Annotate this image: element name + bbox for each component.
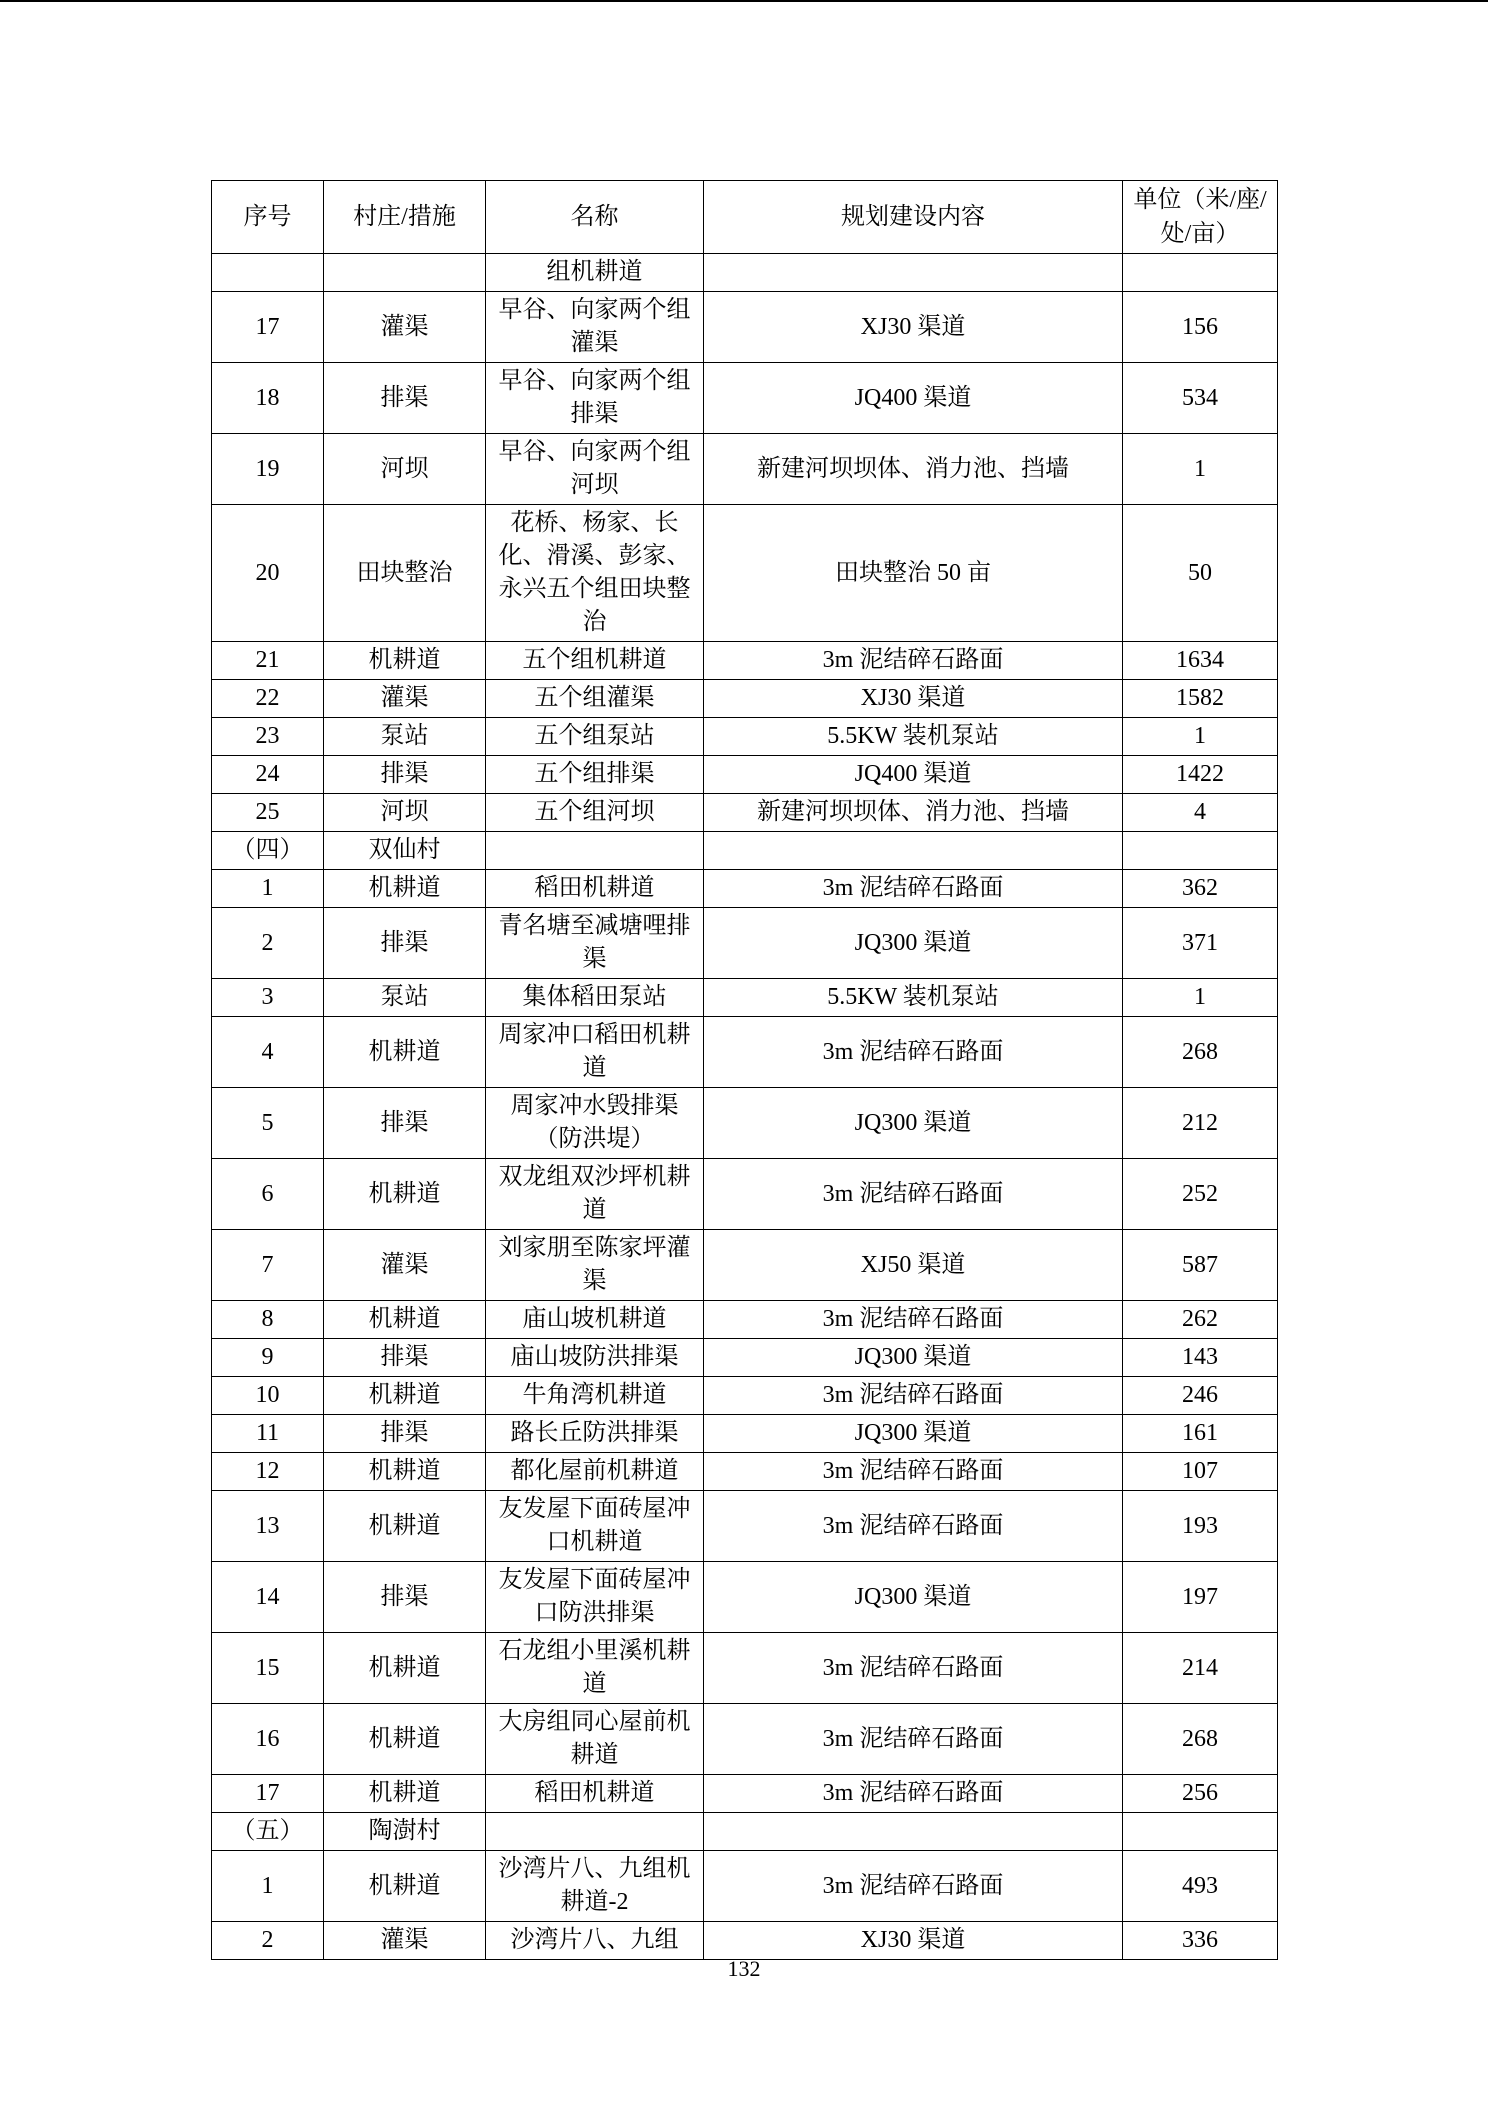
row-type: 排渠 bbox=[324, 908, 486, 979]
row-quantity: 262 bbox=[1123, 1301, 1278, 1339]
row-type: 灌渠 bbox=[324, 1230, 486, 1301]
row-content: 3m 泥结碎石路面 bbox=[704, 1775, 1123, 1813]
row-quantity: 1582 bbox=[1123, 680, 1278, 718]
row-content: 3m 泥结碎石路面 bbox=[704, 1453, 1123, 1491]
table-row bbox=[212, 292, 1278, 363]
row-quantity: 336 bbox=[1123, 1922, 1278, 1960]
row-quantity: 1422 bbox=[1123, 756, 1278, 794]
row-quantity: 252 bbox=[1123, 1159, 1278, 1230]
row-name: 青名塘至减塘哩排渠 bbox=[486, 908, 704, 979]
table-row bbox=[212, 642, 1278, 680]
row-type: 排渠 bbox=[324, 756, 486, 794]
row-type: 排渠 bbox=[324, 363, 486, 434]
row-index: 8 bbox=[212, 1301, 324, 1339]
row-quantity: 587 bbox=[1123, 1230, 1278, 1301]
row-content: 3m 泥结碎石路面 bbox=[704, 870, 1123, 908]
row-index: 20 bbox=[212, 505, 324, 642]
row-index: 3 bbox=[212, 979, 324, 1017]
header-index: 序号 bbox=[212, 181, 324, 254]
table-row bbox=[212, 832, 1278, 870]
row-content bbox=[704, 1813, 1123, 1851]
row-name: 刘家朋至陈家坪灌渠 bbox=[486, 1230, 704, 1301]
row-index: 9 bbox=[212, 1339, 324, 1377]
row-content: 3m 泥结碎石路面 bbox=[704, 1017, 1123, 1088]
row-type: 泵站 bbox=[324, 979, 486, 1017]
row-quantity: 1 bbox=[1123, 434, 1278, 505]
row-name bbox=[486, 1813, 704, 1851]
row-quantity: 161 bbox=[1123, 1415, 1278, 1453]
row-index: 15 bbox=[212, 1633, 324, 1704]
row-name: 五个组排渠 bbox=[486, 756, 704, 794]
table-row bbox=[212, 794, 1278, 832]
header-unit: 单位（米/座/处/亩） bbox=[1123, 181, 1278, 254]
row-content: XJ30 渠道 bbox=[704, 680, 1123, 718]
row-name: 早谷、向家两个组河坝 bbox=[486, 434, 704, 505]
row-type: 机耕道 bbox=[324, 1491, 486, 1562]
row-index: 21 bbox=[212, 642, 324, 680]
row-content bbox=[704, 254, 1123, 292]
row-type: 排渠 bbox=[324, 1562, 486, 1633]
row-type: 排渠 bbox=[324, 1415, 486, 1453]
row-content: JQ300 渠道 bbox=[704, 1088, 1123, 1159]
header-name: 名称 bbox=[486, 181, 704, 254]
row-index: 10 bbox=[212, 1377, 324, 1415]
row-name: 大房组同心屋前机耕道 bbox=[486, 1704, 704, 1775]
row-name: 牛角湾机耕道 bbox=[486, 1377, 704, 1415]
row-name: 周家冲水毁排渠（防洪堤） bbox=[486, 1088, 704, 1159]
row-index: 12 bbox=[212, 1453, 324, 1491]
row-index: 19 bbox=[212, 434, 324, 505]
row-quantity: 107 bbox=[1123, 1453, 1278, 1491]
row-name: 都化屋前机耕道 bbox=[486, 1453, 704, 1491]
row-index: 23 bbox=[212, 718, 324, 756]
table-row bbox=[212, 434, 1278, 505]
row-name: 早谷、向家两个组灌渠 bbox=[486, 292, 704, 363]
row-type: 机耕道 bbox=[324, 1377, 486, 1415]
row-content: XJ30 渠道 bbox=[704, 292, 1123, 363]
row-name: 沙湾片八、九组机耕道-2 bbox=[486, 1851, 704, 1922]
row-index: 2 bbox=[212, 908, 324, 979]
row-index: 13 bbox=[212, 1491, 324, 1562]
row-quantity: 193 bbox=[1123, 1491, 1278, 1562]
table-header-row bbox=[212, 181, 1278, 254]
row-index: 2 bbox=[212, 1922, 324, 1960]
row-content: 3m 泥结碎石路面 bbox=[704, 1704, 1123, 1775]
row-type: 机耕道 bbox=[324, 1159, 486, 1230]
table-row bbox=[212, 505, 1278, 642]
row-index: 16 bbox=[212, 1704, 324, 1775]
row-index: 22 bbox=[212, 680, 324, 718]
row-quantity: 268 bbox=[1123, 1704, 1278, 1775]
row-content: 新建河坝坝体、消力池、挡墙 bbox=[704, 434, 1123, 505]
row-name: 早谷、向家两个组排渠 bbox=[486, 363, 704, 434]
table-row bbox=[212, 718, 1278, 756]
row-index: 25 bbox=[212, 794, 324, 832]
row-type: 机耕道 bbox=[324, 642, 486, 680]
row-index bbox=[212, 254, 324, 292]
row-index: 17 bbox=[212, 292, 324, 363]
row-name: 集体稻田泵站 bbox=[486, 979, 704, 1017]
row-name: 庙山坡防洪排渠 bbox=[486, 1339, 704, 1377]
table-row bbox=[212, 1922, 1278, 1960]
row-index: （四） bbox=[212, 832, 324, 870]
row-content: 3m 泥结碎石路面 bbox=[704, 1377, 1123, 1415]
row-quantity: 212 bbox=[1123, 1088, 1278, 1159]
page-top-border bbox=[0, 0, 1488, 2]
row-quantity: 214 bbox=[1123, 1633, 1278, 1704]
table-row bbox=[212, 1704, 1278, 1775]
row-type: 双仙村 bbox=[324, 832, 486, 870]
row-name: 五个组灌渠 bbox=[486, 680, 704, 718]
table-row bbox=[212, 1633, 1278, 1704]
table-row bbox=[212, 1453, 1278, 1491]
row-name: 路长丘防洪排渠 bbox=[486, 1415, 704, 1453]
row-quantity: 4 bbox=[1123, 794, 1278, 832]
row-content: JQ400 渠道 bbox=[704, 756, 1123, 794]
row-name: 组机耕道 bbox=[486, 254, 704, 292]
row-name: 沙湾片八、九组 bbox=[486, 1922, 704, 1960]
row-name: 周家冲口稻田机耕道 bbox=[486, 1017, 704, 1088]
table-row bbox=[212, 363, 1278, 434]
row-index: 1 bbox=[212, 1851, 324, 1922]
row-type: 机耕道 bbox=[324, 1775, 486, 1813]
row-type: 泵站 bbox=[324, 718, 486, 756]
row-type: 灌渠 bbox=[324, 680, 486, 718]
table-row bbox=[212, 1775, 1278, 1813]
row-content: 3m 泥结碎石路面 bbox=[704, 1851, 1123, 1922]
row-quantity: 256 bbox=[1123, 1775, 1278, 1813]
row-quantity: 50 bbox=[1123, 505, 1278, 642]
row-name: 五个组泵站 bbox=[486, 718, 704, 756]
row-content: 新建河坝坝体、消力池、挡墙 bbox=[704, 794, 1123, 832]
row-index: 5 bbox=[212, 1088, 324, 1159]
table-row bbox=[212, 1159, 1278, 1230]
row-quantity: 1 bbox=[1123, 979, 1278, 1017]
row-type: 河坝 bbox=[324, 434, 486, 505]
row-name: 五个组机耕道 bbox=[486, 642, 704, 680]
row-quantity: 1634 bbox=[1123, 642, 1278, 680]
row-type: 灌渠 bbox=[324, 292, 486, 363]
row-type: 排渠 bbox=[324, 1088, 486, 1159]
row-index: 6 bbox=[212, 1159, 324, 1230]
row-name: 稻田机耕道 bbox=[486, 1775, 704, 1813]
row-name: 友发屋下面砖屋冲口防洪排渠 bbox=[486, 1562, 704, 1633]
table-row bbox=[212, 1562, 1278, 1633]
header-village-measure: 村庄/措施 bbox=[324, 181, 486, 254]
table-row bbox=[212, 756, 1278, 794]
row-content: JQ300 渠道 bbox=[704, 1339, 1123, 1377]
row-quantity: 246 bbox=[1123, 1377, 1278, 1415]
row-quantity: 362 bbox=[1123, 870, 1278, 908]
row-quantity: 156 bbox=[1123, 292, 1278, 363]
row-type: 机耕道 bbox=[324, 1453, 486, 1491]
row-name: 庙山坡机耕道 bbox=[486, 1301, 704, 1339]
row-quantity bbox=[1123, 832, 1278, 870]
row-type: 机耕道 bbox=[324, 870, 486, 908]
table-row bbox=[212, 870, 1278, 908]
row-quantity: 534 bbox=[1123, 363, 1278, 434]
row-name: 稻田机耕道 bbox=[486, 870, 704, 908]
table-row bbox=[212, 1230, 1278, 1301]
row-name: 友发屋下面砖屋冲口机耕道 bbox=[486, 1491, 704, 1562]
row-content: 3m 泥结碎石路面 bbox=[704, 1633, 1123, 1704]
row-quantity: 1 bbox=[1123, 718, 1278, 756]
row-content: 3m 泥结碎石路面 bbox=[704, 1301, 1123, 1339]
row-content: 5.5KW 装机泵站 bbox=[704, 979, 1123, 1017]
row-index: 24 bbox=[212, 756, 324, 794]
table-row bbox=[212, 254, 1278, 292]
row-quantity: 197 bbox=[1123, 1562, 1278, 1633]
row-quantity bbox=[1123, 254, 1278, 292]
row-quantity bbox=[1123, 1813, 1278, 1851]
table-row bbox=[212, 1415, 1278, 1453]
table-row bbox=[212, 1851, 1278, 1922]
row-quantity: 143 bbox=[1123, 1339, 1278, 1377]
row-name bbox=[486, 832, 704, 870]
row-index: 17 bbox=[212, 1775, 324, 1813]
row-content: 3m 泥结碎石路面 bbox=[704, 642, 1123, 680]
row-name: 花桥、杨家、长化、滑溪、彭家、永兴五个组田块整治 bbox=[486, 505, 704, 642]
row-type: 河坝 bbox=[324, 794, 486, 832]
row-content: 田块整治 50 亩 bbox=[704, 505, 1123, 642]
row-content: 3m 泥结碎石路面 bbox=[704, 1159, 1123, 1230]
row-type: 机耕道 bbox=[324, 1851, 486, 1922]
row-type: 机耕道 bbox=[324, 1633, 486, 1704]
table-row bbox=[212, 1377, 1278, 1415]
row-quantity: 493 bbox=[1123, 1851, 1278, 1922]
table-row bbox=[212, 979, 1278, 1017]
table-row bbox=[212, 1491, 1278, 1562]
row-quantity: 371 bbox=[1123, 908, 1278, 979]
row-quantity: 268 bbox=[1123, 1017, 1278, 1088]
row-index: 18 bbox=[212, 363, 324, 434]
page-number: 132 bbox=[727, 1956, 761, 1981]
row-type: 田块整治 bbox=[324, 505, 486, 642]
row-index: （五） bbox=[212, 1813, 324, 1851]
table-row bbox=[212, 680, 1278, 718]
row-index: 11 bbox=[212, 1415, 324, 1453]
row-type: 机耕道 bbox=[324, 1017, 486, 1088]
header-content: 规划建设内容 bbox=[704, 181, 1123, 254]
table-row bbox=[212, 1301, 1278, 1339]
row-type bbox=[324, 254, 486, 292]
table-row bbox=[212, 1339, 1278, 1377]
row-index: 4 bbox=[212, 1017, 324, 1088]
row-content: JQ300 渠道 bbox=[704, 1562, 1123, 1633]
row-content bbox=[704, 832, 1123, 870]
row-content: 3m 泥结碎石路面 bbox=[704, 1491, 1123, 1562]
row-name: 双龙组双沙坪机耕道 bbox=[486, 1159, 704, 1230]
row-content: JQ300 渠道 bbox=[704, 1415, 1123, 1453]
row-content: JQ300 渠道 bbox=[704, 908, 1123, 979]
row-type: 机耕道 bbox=[324, 1301, 486, 1339]
row-type: 陶澍村 bbox=[324, 1813, 486, 1851]
table-row bbox=[212, 908, 1278, 979]
table-row bbox=[212, 1017, 1278, 1088]
row-type: 排渠 bbox=[324, 1339, 486, 1377]
table-row bbox=[212, 1088, 1278, 1159]
row-type: 灌渠 bbox=[324, 1922, 486, 1960]
row-name: 石龙组小里溪机耕道 bbox=[486, 1633, 704, 1704]
row-content: XJ50 渠道 bbox=[704, 1230, 1123, 1301]
table-row bbox=[212, 1813, 1278, 1851]
row-content: 5.5KW 装机泵站 bbox=[704, 718, 1123, 756]
row-content: XJ30 渠道 bbox=[704, 1922, 1123, 1960]
row-index: 1 bbox=[212, 870, 324, 908]
row-index: 7 bbox=[212, 1230, 324, 1301]
project-table bbox=[211, 180, 1278, 1960]
row-name: 五个组河坝 bbox=[486, 794, 704, 832]
row-type: 机耕道 bbox=[324, 1704, 486, 1775]
row-content: JQ400 渠道 bbox=[704, 363, 1123, 434]
row-index: 14 bbox=[212, 1562, 324, 1633]
